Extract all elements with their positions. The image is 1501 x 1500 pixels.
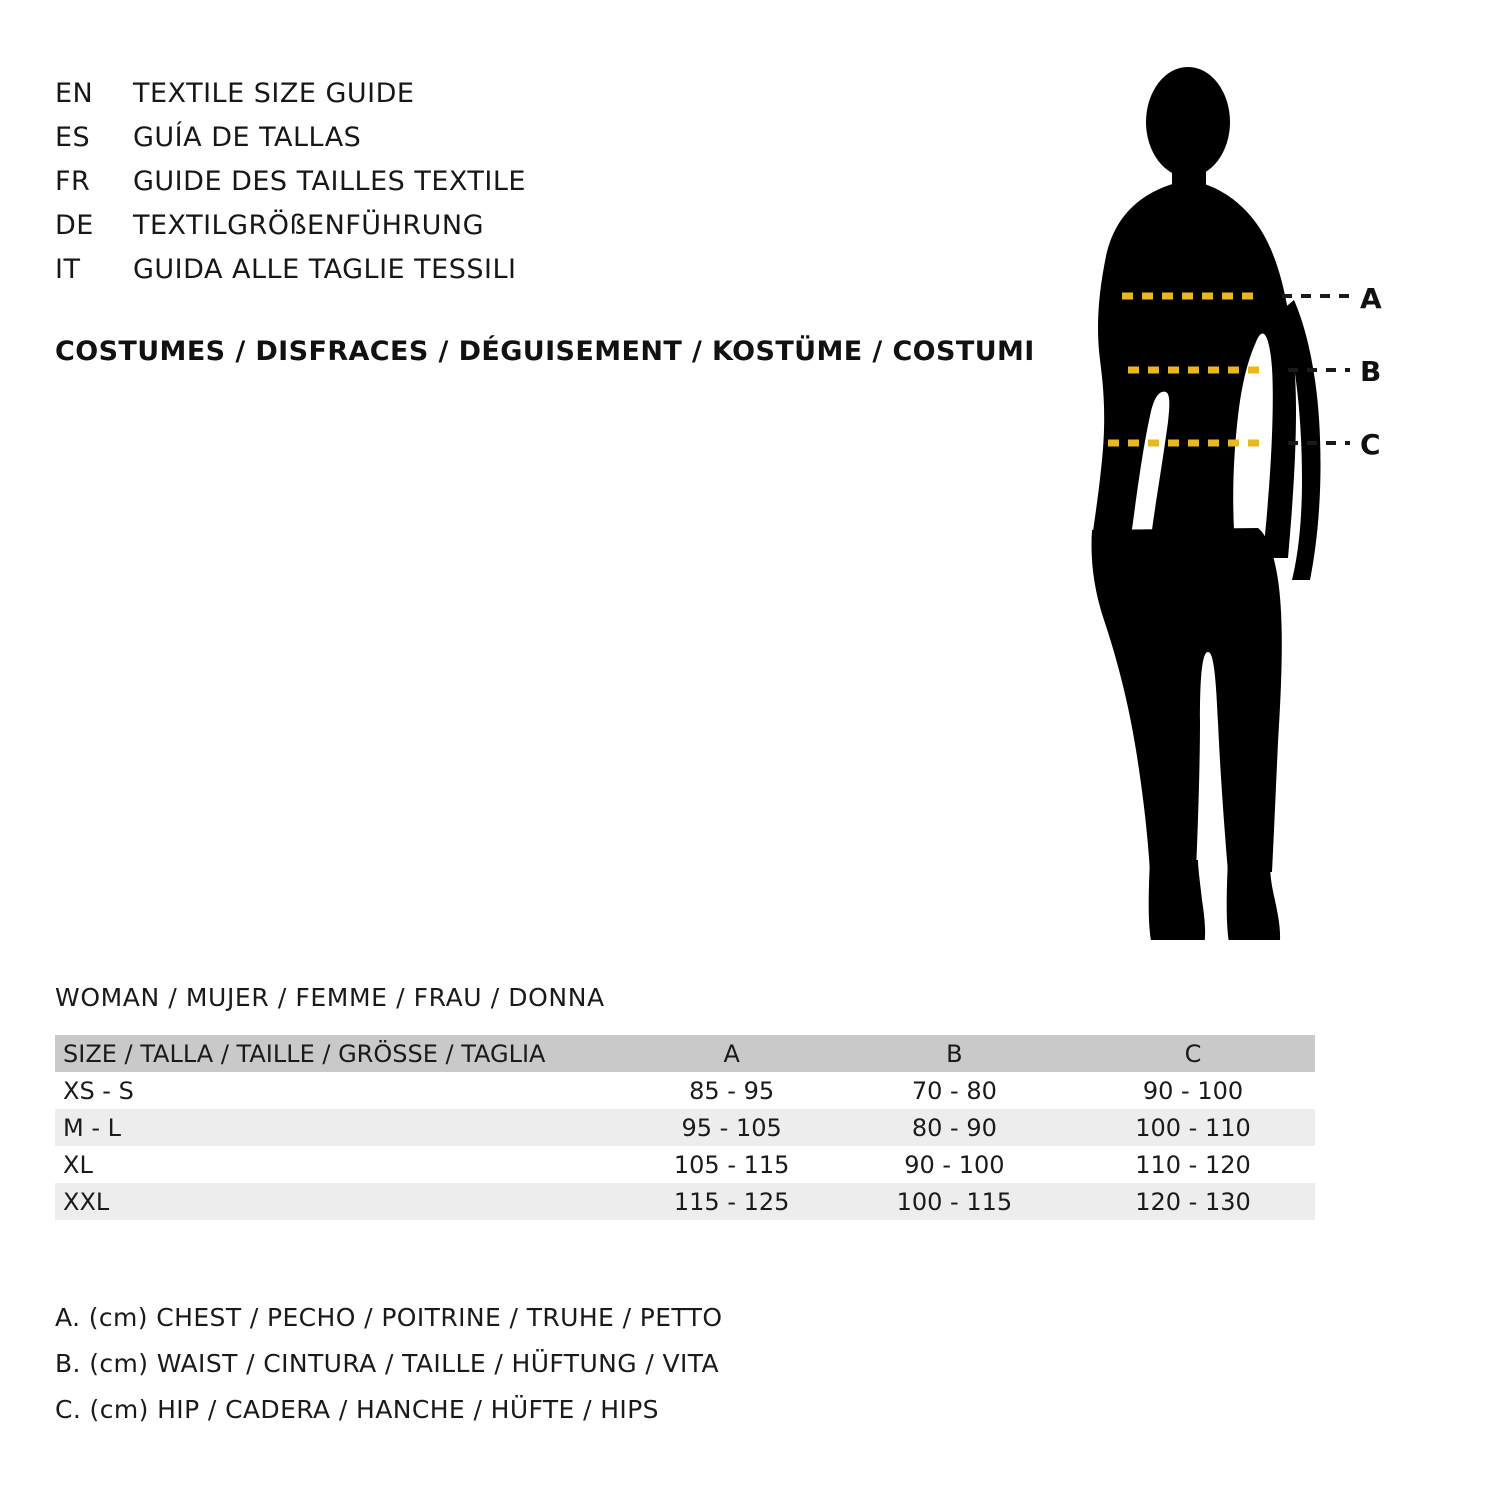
cell-c: 110 - 120 [1135, 1150, 1251, 1179]
body-shape [1092, 67, 1321, 940]
cell-a: 95 - 105 [681, 1113, 782, 1142]
cell-c: 100 - 110 [1135, 1113, 1251, 1142]
language-label: GUIDE DES TAILLES TEXTILE [133, 166, 526, 197]
silhouette-svg [1020, 60, 1460, 940]
cell-b: 90 - 100 [904, 1150, 1005, 1179]
cell-c: 120 - 130 [1135, 1187, 1251, 1216]
legend-item-a: A. (cm) CHEST / PECHO / POITRINE / TRUHE / PETTO [55, 1303, 723, 1332]
table-header-c: C [1184, 1039, 1202, 1068]
cell-b: 100 - 115 [896, 1187, 1013, 1216]
table-header-size: SIZE / TALLA / TAILLE / GRÖSSE / TAGLIA [63, 1039, 546, 1068]
marker-label-b: B [1360, 355, 1382, 388]
table-header-b: B [946, 1039, 963, 1068]
table-row [55, 1183, 1315, 1220]
cell-b: 70 - 80 [911, 1076, 997, 1105]
cell-size: XS - S [63, 1076, 134, 1105]
cell-size: M - L [63, 1113, 121, 1142]
cell-size: XL [63, 1150, 93, 1179]
language-list [55, 78, 975, 298]
language-code: FR [55, 166, 91, 197]
measurement-legend [55, 1295, 722, 1433]
table-section-title: WOMAN / MUJER / FEMME / FRAU / DONNA [55, 983, 605, 1012]
marker-label-a: A [1360, 282, 1382, 315]
language-label: GUIDA ALLE TAGLIE TESSILI [133, 254, 517, 285]
cell-a: 105 - 115 [673, 1150, 790, 1179]
language-label: TEXTILE SIZE GUIDE [133, 78, 415, 109]
size-table [55, 1035, 1315, 1220]
language-row-fr [55, 166, 975, 210]
cell-b: 80 - 90 [911, 1113, 997, 1142]
table-header-row [55, 1035, 1315, 1072]
language-code: IT [55, 254, 81, 285]
cell-size: XXL [63, 1187, 110, 1216]
language-row-de [55, 210, 975, 254]
language-label: TEXTILGRÖßENFÜHRUNG [133, 210, 485, 241]
table-row [55, 1109, 1315, 1146]
legend-item-b: B. (cm) WAIST / CINTURA / TAILLE / HÜFTUNG / VITA [55, 1349, 720, 1378]
language-row-it [55, 254, 975, 298]
table-header-a: A [723, 1039, 740, 1068]
cell-c: 90 - 100 [1142, 1076, 1244, 1105]
cell-a: 85 - 95 [689, 1076, 775, 1105]
language-code: ES [55, 122, 91, 153]
language-row-es [55, 122, 975, 166]
language-code: EN [55, 78, 94, 109]
cell-a: 115 - 125 [673, 1187, 790, 1216]
legend-item-c: C. (cm) HIP / CADERA / HANCHE / HÜFTE / HIPS [55, 1395, 659, 1424]
marker-label-c: C [1360, 428, 1381, 461]
language-label: GUÍA DE TALLAS [133, 122, 362, 153]
costumes-heading: COSTUMES / DISFRACES / DÉGUISEMENT / KOSTÜME / COSTUMI [55, 336, 1035, 367]
table-row [55, 1072, 1315, 1109]
table-row [55, 1146, 1315, 1183]
language-code: DE [55, 210, 94, 241]
female-silhouette-figure [1020, 60, 1460, 940]
language-row-en [55, 78, 975, 122]
